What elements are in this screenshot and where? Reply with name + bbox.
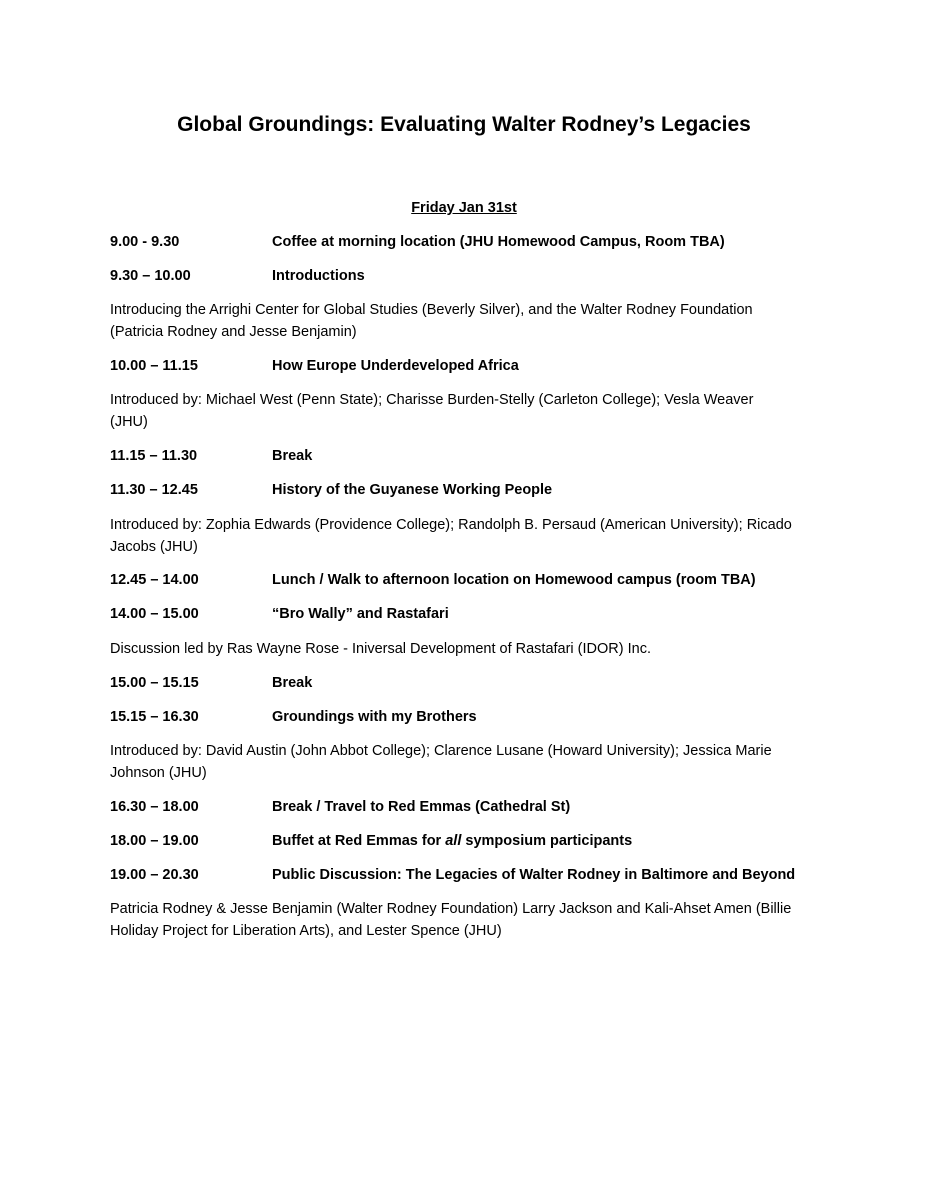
session-time: 10.00 – 11.15: [110, 358, 198, 374]
session-title: Break: [272, 675, 313, 691]
description-line: Patricia Rodney & Jesse Benjamin (Walter Rodney Foundation) Larry Jackson and Kali-Ahset Amen (Billie: [110, 901, 792, 917]
schedule-row: [110, 796, 830, 818]
session-title: How Europe Underdeveloped Africa: [272, 358, 519, 374]
day-heading: Friday Jan 31st: [411, 200, 517, 216]
session-description: [110, 299, 825, 343]
description-line: Discussion led by Ras Wayne Rose - Iniversal Development of Rastafari (IDOR) Inc.: [110, 641, 651, 657]
session-description: [110, 740, 825, 784]
schedule-row: [110, 265, 830, 287]
session-title: “Bro Wally” and Rastafari: [272, 606, 449, 622]
description-line: Introducing the Arrighi Center for Global Studies (Beverly Silver), and the Walter Rodney Foundation: [110, 302, 753, 318]
description-line: Introduced by: Michael West (Penn State); Charisse Burden-Stelly (Carleton College); Vesla Weaver: [110, 392, 754, 408]
session-time: 14.00 – 15.00: [110, 606, 199, 622]
description-line: Holiday Project for Liberation Arts), and Lester Spence (JHU): [110, 923, 502, 939]
schedule-row: [110, 672, 830, 694]
description-line: (JHU): [110, 414, 148, 430]
session-title-emphasis: all: [445, 833, 462, 849]
description-line: Jacobs (JHU): [110, 539, 198, 555]
description-line: Introduced by: Zophia Edwards (Providence College); Randolph B. Persaud (American University); Ricado: [110, 517, 792, 533]
session-title: [272, 830, 632, 852]
session-title-part: symposium participants: [461, 833, 633, 849]
session-title: History of the Guyanese Working People: [272, 482, 553, 498]
session-title-part: Buffet at Red Emmas for: [272, 833, 446, 849]
session-time: 12.45 – 14.00: [110, 572, 199, 588]
description-line: Introduced by: David Austin (John Abbot College); Clarence Lusane (Howard University); Jessica Marie: [110, 743, 772, 759]
session-time: 15.00 – 15.15: [110, 675, 199, 691]
session-time: 9.00 - 9.30: [110, 234, 180, 250]
session-title: Coffee at morning location (JHU Homewood Campus, Room TBA): [272, 234, 725, 250]
schedule-row: [110, 479, 830, 501]
schedule-row: [110, 603, 830, 625]
schedule-row: [110, 569, 830, 591]
description-line: Johnson (JHU): [110, 765, 207, 781]
schedule-row: [110, 355, 830, 377]
session-description: [110, 514, 825, 558]
schedule-row: [110, 864, 830, 886]
session-time: 16.30 – 18.00: [110, 799, 199, 815]
session-title: Lunch / Walk to afternoon location on Homewood campus (room TBA): [272, 572, 756, 588]
session-description: [110, 898, 825, 942]
session-time: 11.30 – 12.45: [110, 482, 198, 498]
schedule-row: [110, 231, 830, 253]
schedule-row: [110, 706, 830, 728]
session-time: 9.30 – 10.00: [110, 268, 191, 284]
session-time: 11.15 – 11.30: [110, 448, 198, 464]
session-time: 19.00 – 20.30: [110, 867, 199, 883]
session-title: Introductions: [272, 268, 365, 284]
description-line: (Patricia Rodney and Jesse Benjamin): [110, 324, 357, 340]
schedule-row: [110, 445, 830, 467]
session-description: [110, 638, 825, 660]
session-title: Break / Travel to Red Emmas (Cathedral St): [272, 799, 571, 815]
schedule-row: [110, 830, 830, 852]
session-description: [110, 389, 825, 433]
document-title: Global Groundings: Evaluating Walter Rodney’s Legacies: [177, 113, 751, 136]
session-title: Public Discussion: The Legacies of Walter Rodney in Baltimore and Beyond: [272, 867, 796, 883]
session-title: Break: [272, 448, 313, 464]
session-time: 18.00 – 19.00: [110, 833, 199, 849]
session-time: 15.15 – 16.30: [110, 709, 199, 725]
session-title: Groundings with my Brothers: [272, 709, 477, 725]
